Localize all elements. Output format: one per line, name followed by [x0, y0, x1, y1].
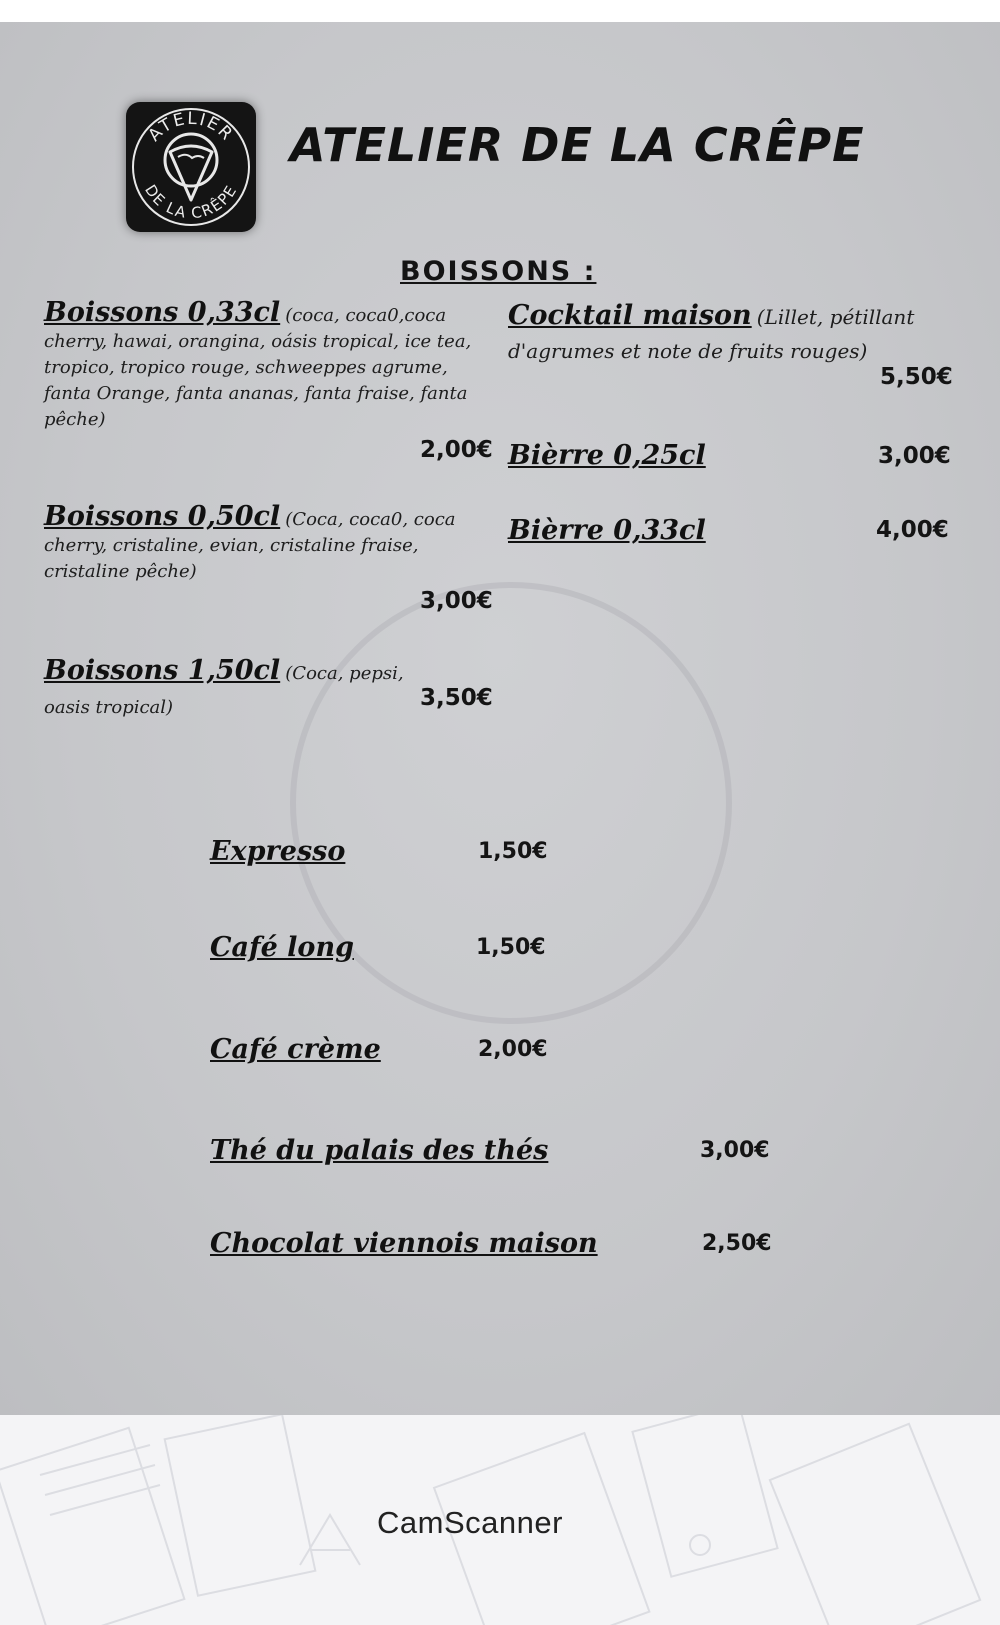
- menu-item-boissons-050: [44, 501, 474, 585]
- menu-item-biere-033: Bièrre 0,33cl: [508, 515, 706, 546]
- menu-item-boissons-150: [44, 654, 404, 725]
- svg-text:ATELIER: [144, 109, 237, 146]
- item-name: Cocktail maison: [508, 300, 752, 331]
- item-description: (Coca, pepsi, oasis tropical): [44, 663, 404, 718]
- menu-item-the: Thé du palais des thés: [210, 1135, 549, 1166]
- section-title-boissons: BOISSONS :: [400, 256, 597, 287]
- menu-item-boissons-033: [44, 297, 474, 433]
- item-price: 4,00€: [876, 517, 949, 543]
- item-price: 2,50€: [702, 1231, 772, 1256]
- item-price: 3,00€: [420, 588, 493, 614]
- menu-item-biere-025: Bièrre 0,25cl: [508, 440, 706, 471]
- svg-text:DE LA CRÊPE: [141, 181, 241, 222]
- item-price: 2,00€: [420, 437, 493, 463]
- item-description: (coca, coca0,coca cherry, hawai, orangina, oásis tropical, ice tea, tropico, tropico rouge, schweeppes agrume, fanta Orange, fanta ananas, fanta fraise, fanta pêche): [44, 305, 472, 430]
- camscanner-footer: [0, 1415, 1000, 1625]
- item-description: (Lillet, pétillant d'agrumes et note de fruits rouges): [508, 305, 915, 363]
- item-name: Boissons 1,50cl: [44, 655, 281, 686]
- menu-item-chocolat: Chocolat viennois maison: [210, 1228, 598, 1259]
- logo: [126, 102, 256, 232]
- logo-text-bottom: DE LA CRÊPE: [141, 181, 241, 223]
- item-name: Boissons 0,33cl: [44, 297, 281, 328]
- menu-item-expresso: Expresso: [210, 836, 346, 867]
- item-price: 3,00€: [878, 443, 951, 469]
- menu-item-cafe-long: Café long: [210, 932, 354, 963]
- restaurant-title: ATELIER DE LA CRÊPE: [290, 118, 865, 172]
- item-price: 5,50€: [880, 364, 953, 390]
- item-price: 3,50€: [420, 685, 493, 711]
- crepe-logo-icon: [126, 102, 256, 232]
- item-price: 3,00€: [700, 1138, 770, 1163]
- item-name: Boissons 0,50cl: [44, 501, 281, 532]
- camscanner-brand: CamScanner: [377, 1505, 563, 1540]
- logo-text-top: ATELIER: [144, 108, 238, 146]
- menu-item-cafe-creme: Café crème: [210, 1034, 381, 1065]
- item-price: 1,50€: [478, 839, 548, 864]
- item-price: 1,50€: [476, 935, 546, 960]
- menu-sheet: [0, 22, 1000, 1415]
- item-description: (Coca, coca0, coca cherry, cristaline, evian, cristaline fraise, cristaline pêche): [44, 509, 456, 582]
- item-price: 2,00€: [478, 1037, 548, 1062]
- menu-item-cocktail: [508, 300, 928, 369]
